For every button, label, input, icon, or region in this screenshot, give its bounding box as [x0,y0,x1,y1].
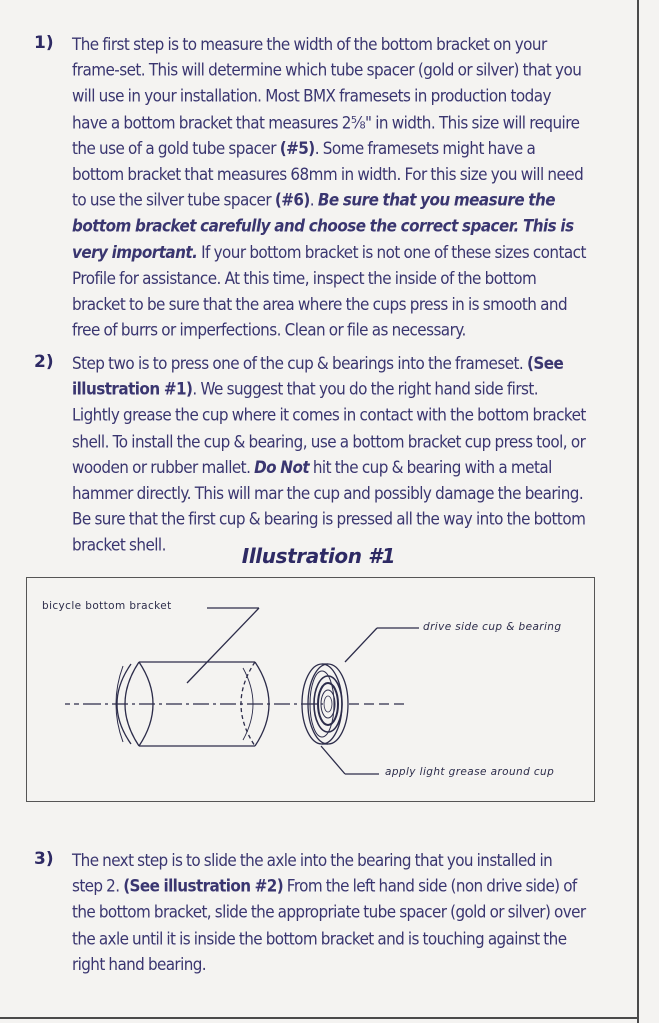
leader-bb-diagonal [187,608,259,683]
step-2-text-b: . We suggest that you do the right hand side first. Lightly grease the cup where it comes in contact with the bottom bracket shell. To install the cup & bearing, use a bottom bracket cup press tool, or wooden or rubber mallet. [72,379,586,478]
step-3-text [72,848,586,978]
step-1-text-c: . [309,190,318,211]
step-2-do-not: Do Not [254,457,310,478]
step-1-text [72,32,586,344]
step-2-ref-illustration: (See illustration #1) [72,353,564,400]
step-2-text [72,351,586,559]
step-1-ref-gold: (#5) [279,138,315,159]
page-right-rule [637,0,639,1023]
label-bottom-bracket: bicycle bottom bracket [42,600,172,612]
step-2-number: 2) [34,352,54,372]
leader-grease-diagonal [321,746,345,774]
step-1-text-d: If your bottom bracket is not one of these sizes contact Profile for assistance. At this time, inspect the inside of the bottom bracket to be sure that the area where the cups press in is smooth and free of burrs or imperfections. Clean or file as necessary. [72,242,586,341]
step-1 [26,32,586,341]
step-2-text-a: Step two is to press one of the cup & bearings into the frameset. [72,353,527,374]
illustration-box [26,577,595,802]
step-1-text-b: . Some framesets might have a bottom bracket that measures 68mm in width. For this size you will need to use the silver tube spacer [72,138,584,211]
step-3-text-a: The next step is to slide the axle into the bearing that you installed in step 2. [72,850,553,897]
step-2-text-c: hit the cup & bearing with a metal hammer directly. This will mar the cup and possibly damage the bearing. Be sure that the first cup & bearing is pressed all the way into the bottom bracket shell. [72,457,586,556]
step-1-ref-silver: (#6) [274,190,310,211]
leader-cup-diagonal [345,628,377,662]
step-2 [26,351,586,556]
step-1-text-a: The first step is to measure the width of the bottom bracket on your frame-set. This will determine which tube spacer (gold or silver) that you will use in your installation. Most BMX framesets in production today have a bottom bracket that measures 2⅝" in width. This size will require the use of a gold tube spacer [72,34,582,159]
step-3-text-b: From the left hand side (non drive side) of the bottom bracket, slide the appropriate tube spacer (gold or silver) over the axle until it is inside the bottom bracket and is touching against the right hand bearing. [72,876,586,975]
step-3-ref-illustration: (See illustration #2) [123,876,284,897]
step-1-warning: Be sure that you measure the bottom bracket carefully and choose the correct spacer. This is very important. [72,190,574,263]
step-1-number: 1) [34,33,54,53]
page-bottom-rule [0,1017,637,1019]
label-apply-grease: apply light grease around cup [385,766,555,778]
step-3-number: 3) [34,849,54,869]
label-drive-side-cup: drive side cup & bearing [423,621,562,633]
bottom-bracket-shell [116,662,269,746]
illustration-title: Illustration #1 [241,544,396,568]
step-3 [26,848,586,975]
